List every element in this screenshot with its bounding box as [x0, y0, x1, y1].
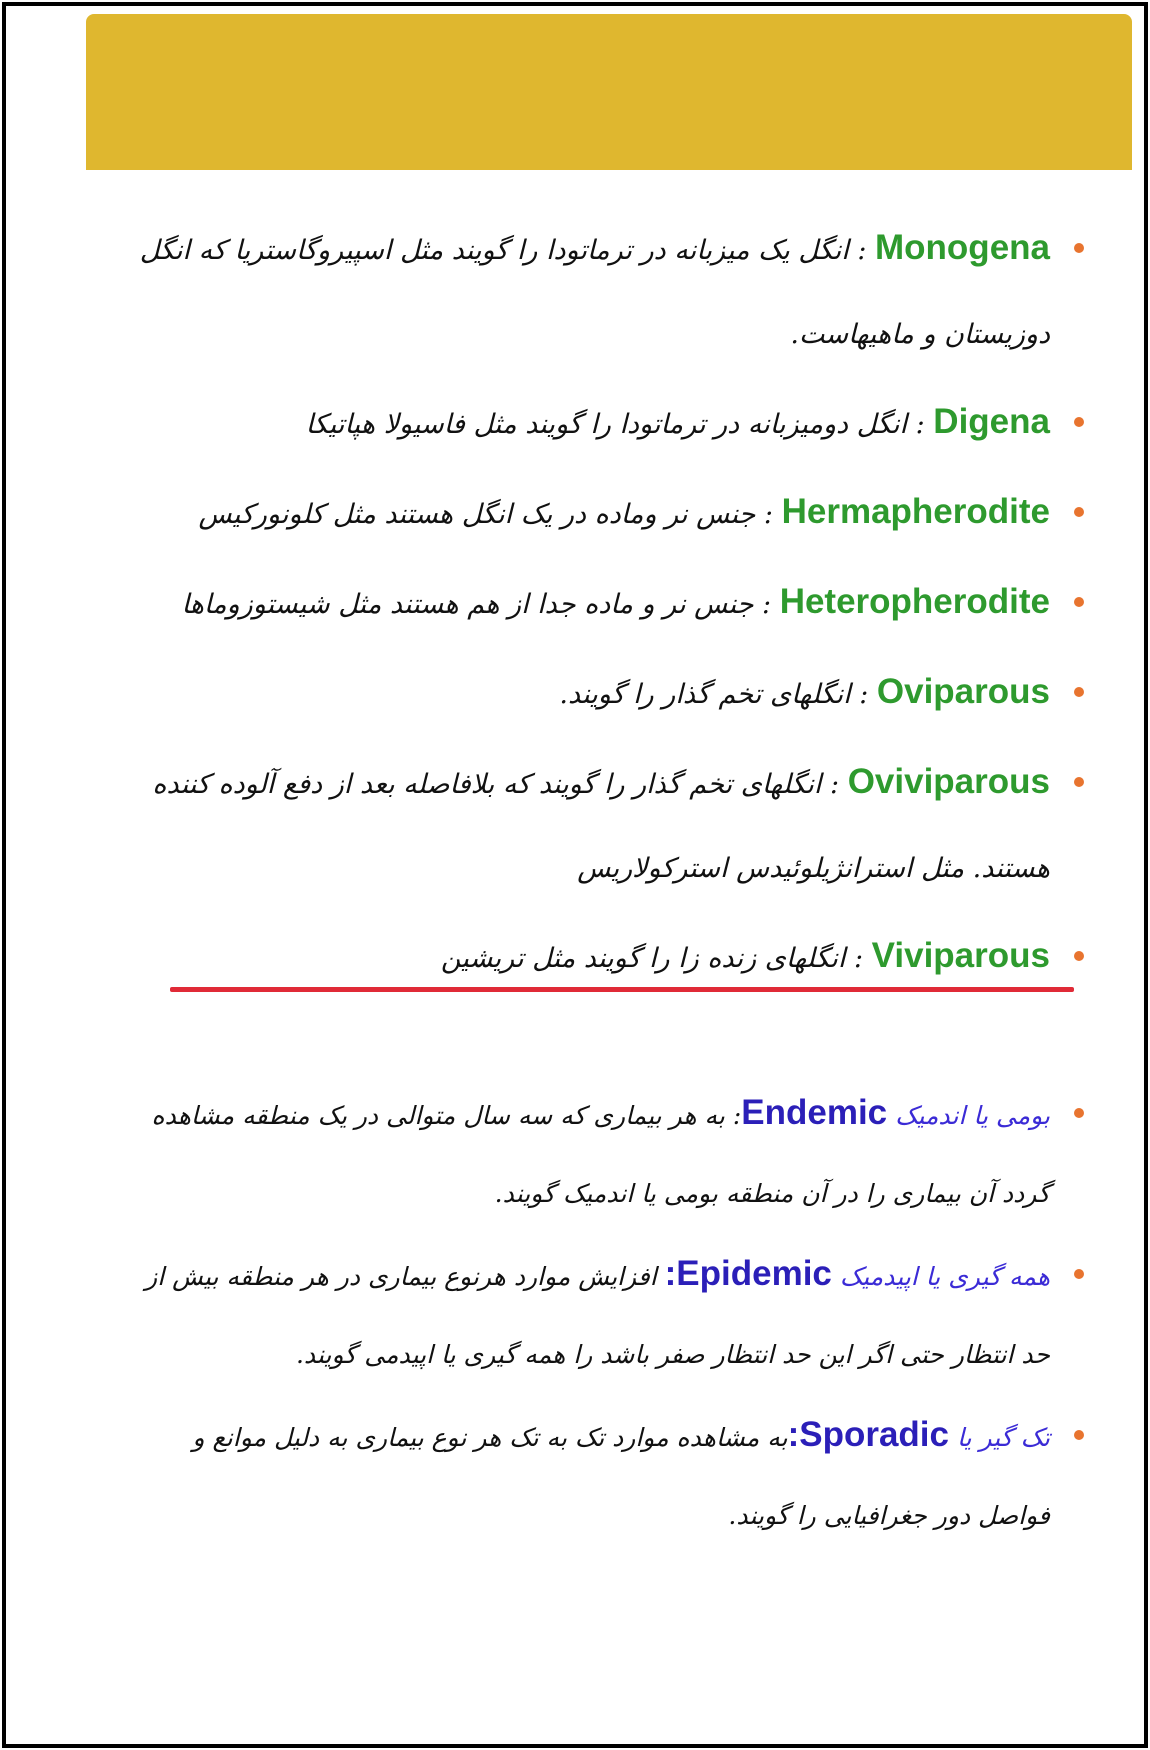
- list-item: [136, 1074, 1090, 1233]
- term-definition: : انگلهای تخم گذار را گویند.: [559, 679, 877, 710]
- bullet-icon: [1074, 243, 1084, 253]
- slide-frame: [2, 2, 1148, 1748]
- term-label: Oviviparous: [847, 762, 1050, 801]
- term-definition: : انگل دومیزبانه در ترماتودا را گویند مثل فاسیولا هپاتیکا: [305, 409, 934, 440]
- persian-term: همه گیری یا اپیدمیک: [831, 1262, 1050, 1291]
- bullet-icon: [1074, 417, 1084, 427]
- persian-term: تک گیر یا: [949, 1423, 1050, 1452]
- bullet-icon: [1074, 597, 1084, 607]
- term-label: Monogena: [875, 228, 1050, 267]
- term-label: Endemic: [741, 1093, 888, 1132]
- term-definition: : انگل یک میزبانه در ترماتودا را گویند مثل اسپیروگاستریا که انگل دوزیستان و ماهیهاست.: [139, 235, 1050, 350]
- term-definition: : انگلهای تخم گذار را گویند که بلافاصله بعد از دفع آلوده کننده هستند. مثل استرانژیلوئیدس استرکولاریس: [152, 769, 1050, 884]
- list-item: [136, 470, 1090, 557]
- list-item: [136, 740, 1090, 911]
- bullet-icon: [1074, 1430, 1084, 1440]
- bullet-icon: [1074, 951, 1084, 961]
- bullet-icon: [1074, 1108, 1084, 1118]
- term-label: Sporadic:: [787, 1415, 949, 1454]
- list-item: [136, 380, 1090, 467]
- term-label: Hermapherodite: [781, 492, 1050, 531]
- term-definition: افزایش موارد هرنوع بیماری در هر منطقه بیش از حد انتظار حتی اگر این حد انتظار صفر باشد را همه گیری یا اپیدمی گویند.: [145, 1262, 1050, 1369]
- epidemiology-terms-list: [136, 1074, 1090, 1557]
- title-banner: [86, 14, 1132, 170]
- term-definition: : انگلهای زنده زا را گویند مثل تریشین: [440, 943, 872, 974]
- term-label: Heteropherodite: [779, 582, 1050, 621]
- list-item: [136, 650, 1090, 737]
- list-item: [136, 206, 1090, 377]
- term-label: Oviparous: [876, 672, 1050, 711]
- term-label: Digena: [933, 402, 1050, 441]
- bullet-icon: [1074, 1269, 1084, 1279]
- list-item: [136, 1396, 1090, 1555]
- list-item: [136, 560, 1090, 647]
- term-definition: : جنس نر و ماده جدا از هم هستند مثل شیستوزوماها: [181, 589, 780, 620]
- section-divider: [170, 987, 1074, 992]
- bullet-icon: [1074, 777, 1084, 787]
- term-definition: به مشاهده موارد تک به تک هر نوع بیماری به دلیل موانع و فواصل دور جغرافیایی را گویند.: [192, 1423, 1050, 1530]
- bullet-icon: [1074, 507, 1084, 517]
- parasite-terms-list: [136, 206, 1090, 1004]
- bullet-icon: [1074, 687, 1084, 697]
- list-item: [136, 1235, 1090, 1394]
- term-definition: : به هر بیماری که سه سال متوالی در یک منطقه مشاهده گردد آن بیماری را در آن منطقه بومی یا اندمیک گویند.: [151, 1101, 1050, 1208]
- term-definition: : جنس نر وماده در یک انگل هستند مثل کلونورکیس: [198, 499, 782, 530]
- term-label: Epidemic:: [664, 1254, 832, 1293]
- persian-term: بومی یا اندمیک: [887, 1101, 1050, 1130]
- term-label: Viviparous: [871, 936, 1050, 975]
